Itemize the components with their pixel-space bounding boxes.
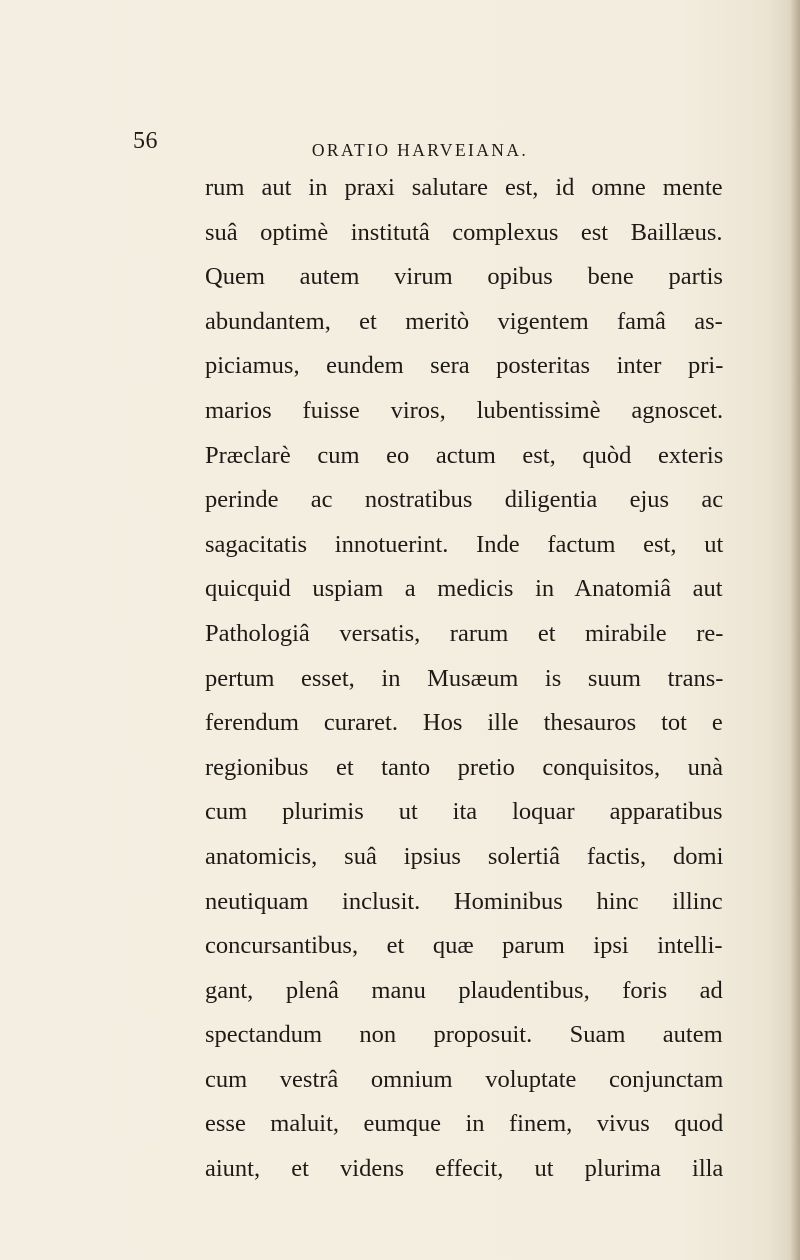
text-line: Quem autem virum opibus bene partis bbox=[205, 263, 723, 291]
text-line: esse maluit, eumque in finem, vivus quod bbox=[205, 1110, 724, 1138]
running-head: ORATIO HARVEIANA. bbox=[311, 140, 529, 160]
text-line: cum plurimis ut ita loquar apparatibus bbox=[205, 798, 723, 826]
text-line: concursantibus, et quæ parum ipsi intelli- bbox=[205, 932, 723, 960]
text-line: anatomicis, suâ ipsius solertiâ factis, domi bbox=[205, 842, 724, 870]
text-line: aiunt, et videns effecit, ut plurima illa bbox=[205, 1155, 724, 1183]
text-line: sagacitatis innotuerint. Inde factum est, ut bbox=[205, 530, 724, 558]
text-line: rum aut in praxi salutare est, id omne mente bbox=[205, 174, 723, 201]
text-line: Pathologiâ versatis, rarum et mirabile re- bbox=[205, 619, 724, 647]
page-edge-shadow bbox=[790, 0, 800, 1260]
text-line: quicquid uspiam a medicis in Anatomiâ aut bbox=[205, 575, 723, 603]
text-line: perinde ac nostratibus diligentia ejus ac bbox=[205, 486, 724, 514]
text-line: cum vestrâ omnium voluptate conjunctam bbox=[205, 1065, 724, 1093]
text-line: suâ optimè institutâ complexus est Baillæus. bbox=[205, 218, 723, 246]
text-line: Præclarè cum eo actum est, quòd exteris bbox=[205, 441, 724, 469]
text-line: abundantem, et meritò vigentem famâ as- bbox=[205, 307, 723, 335]
text-line: marios fuisse viros, lubentissimè agnoscet. bbox=[205, 396, 724, 424]
page-number: 56 bbox=[133, 128, 158, 154]
text-line: spectandum non proposuit. Suam autem bbox=[205, 1021, 723, 1049]
body-text bbox=[205, 166, 723, 1192]
text-line: regionibus et tanto pretio conquisitos, unà bbox=[205, 753, 723, 781]
text-line: pertum esset, in Musæum is suum trans- bbox=[205, 664, 724, 692]
text-line: piciamus, eundem sera posteritas inter pri- bbox=[205, 352, 724, 380]
text-line: gant, plenâ manu plaudentibus, foris ad bbox=[205, 976, 723, 1004]
text-line: ferendum curaret. Hos ille thesauros tot e bbox=[205, 709, 723, 737]
text-line: neutiquam inclusit. Hominibus hinc illinc bbox=[205, 887, 723, 915]
